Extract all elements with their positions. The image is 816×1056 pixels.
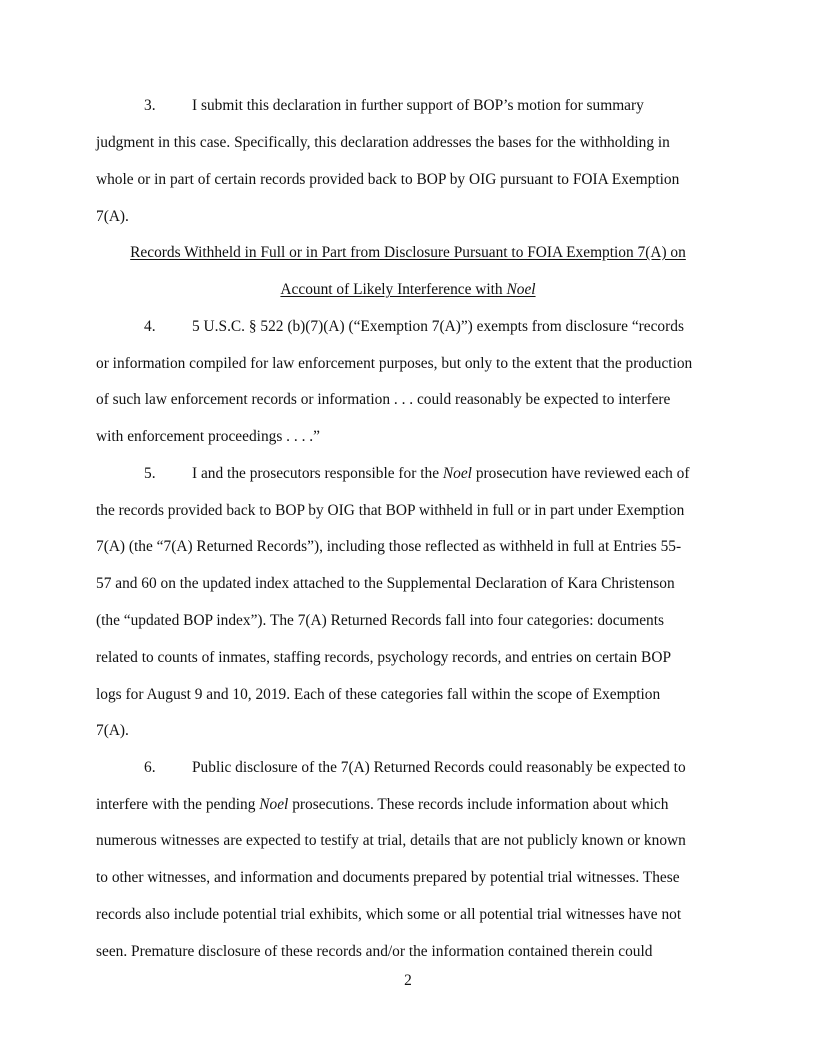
paragraph-5-line-1-prefix: I and the prosecutors responsible for the xyxy=(192,465,443,482)
section-heading-text-2 xyxy=(280,281,535,298)
paragraph-5-line-8: 7(A). xyxy=(96,722,129,739)
paragraph-6-line-1: Public disclosure of the 7(A) Returned Records could reasonably be expected to xyxy=(192,759,686,776)
paragraph-5-line-1-suffix: prosecution have reviewed each of xyxy=(471,465,690,482)
paragraph-number: 6. xyxy=(144,759,156,776)
paragraph-4-line-3: of such law enforcement records or information . . . could reasonably be expected to interfere xyxy=(96,391,671,408)
paragraph-3-line-2: judgment in this case. Specifically, this declaration addresses the bases for the withholding in xyxy=(96,134,670,151)
paragraph-5-line-4: 57 and 60 on the updated index attached to the Supplemental Declaration of Kara Christenson xyxy=(96,575,675,592)
section-heading-line-2 xyxy=(96,280,720,300)
paragraph-4-line-2: or information compiled for law enforcement purposes, but only to the extent that the production xyxy=(96,355,693,372)
paragraph-number: 3. xyxy=(144,97,156,114)
paragraph-5-line-1-italic: Noel xyxy=(442,465,472,482)
paragraph-5-line-6: related to counts of inmates, staffing records, psychology records, and entries on certain BOP xyxy=(96,649,671,666)
paragraph-6-line-2-prefix: interfere with the pending xyxy=(96,796,260,813)
paragraph-3-line-4: 7(A). xyxy=(96,208,129,225)
paragraph-5-line-1 xyxy=(192,464,689,484)
section-heading-line-1 xyxy=(96,243,720,263)
paragraph-5-line-7: logs for August 9 and 10, 2019. Each of these categories fall within the scope of Exemption xyxy=(96,686,661,703)
paragraph-6-line-2-suffix: prosecutions. These records include information about which xyxy=(288,796,669,813)
paragraph-5-line-2: the records provided back to BOP by OIG that BOP withheld in full or in part under Exemption xyxy=(96,502,685,519)
paragraph-4-line-1: 5 U.S.C. § 522 (b)(7)(A) (“Exemption 7(A)”) exempts from disclosure “records xyxy=(192,318,684,335)
paragraph-4-line-4: with enforcement proceedings . . . .” xyxy=(96,428,320,445)
paragraph-5-line-3: 7(A) (the “7(A) Returned Records”), including those reflected as withheld in full at Entries 55- xyxy=(96,538,682,555)
section-heading-prefix: Account of Likely Interference with xyxy=(280,281,507,298)
paragraph-6-line-2 xyxy=(96,795,668,815)
paragraph-5-line-5: (the “updated BOP index”). The 7(A) Returned Records fall into four categories: documents xyxy=(96,612,665,629)
section-heading-italic: Noel xyxy=(506,281,536,298)
section-heading-text-1: Records Withheld in Full or in Part from Disclosure Pursuant to FOIA Exemption 7(A) on xyxy=(130,244,686,261)
paragraph-6-line-5: records also include potential trial exhibits, which some or all potential trial witnesses have not xyxy=(96,906,682,923)
page-number: 2 xyxy=(404,972,412,989)
paragraph-3-line-1: I submit this declaration in further support of BOP’s motion for summary xyxy=(192,97,644,114)
paragraph-6-line-6: seen. Premature disclosure of these records and/or the information contained therein could xyxy=(96,943,653,960)
paragraph-3-line-3: whole or in part of certain records provided back to BOP by OIG pursuant to FOIA Exemption xyxy=(96,171,680,188)
paragraph-6-line-2-italic: Noel xyxy=(259,796,289,813)
paragraph-6-line-4: to other witnesses, and information and documents prepared by potential trial witnesses. These xyxy=(96,869,680,886)
paragraph-number: 4. xyxy=(144,318,156,335)
paragraph-number: 5. xyxy=(144,465,156,482)
paragraph-6-line-3: numerous witnesses are expected to testify at trial, details that are not publicly known or known xyxy=(96,832,686,849)
